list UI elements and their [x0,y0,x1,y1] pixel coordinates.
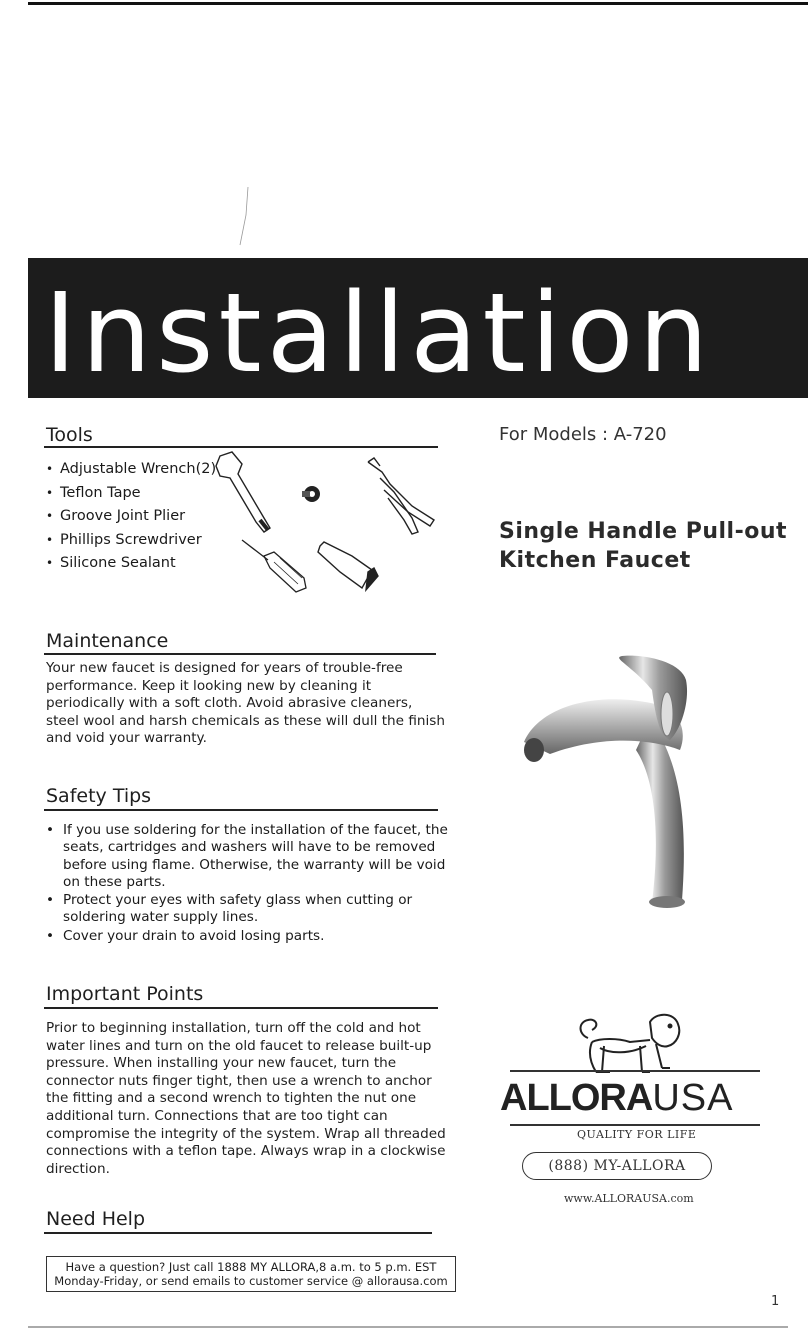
tools-list [46,458,216,576]
help-line-1: Have a question? Just call 1888 MY ALLORA,8 a.m. to 5 p.m. EST [65,1260,437,1274]
help-line-2: Monday-Friday, or send emails to customer service @ allorausa.com [54,1274,448,1288]
brand-website[interactable]: www.ALLORAUSA.com [564,1192,694,1205]
tools-illustration [212,448,444,598]
logo-line-bottom [510,1124,760,1126]
safety-heading: Safety Tips [46,785,152,807]
teflon-tape-icon [302,486,320,502]
screwdriver-icon [242,540,306,592]
top-rule [28,2,808,5]
bottom-rule [28,1326,788,1328]
product-title: Single Handle Pull-out Kitchen Faucet [499,519,787,573]
list-item: • Groove Joint Plier [46,508,186,525]
list-item: • Cover your drain to avoid losing parts. [46,927,325,944]
important-rule [44,1007,438,1009]
page-title: Installation [44,269,714,397]
plier-icon [368,458,434,534]
maintenance-text: Your new faucet is designed for years of trouble-free performance. Keep it looking new by cleaning it periodically with a soft cloth. Avoid abrasive cleaners, steel wool and harsh chemicals as these will dull the finish and void your warranty. [46,660,445,747]
safety-list [46,822,466,946]
wrench-icon [216,452,270,532]
list-item: • Phillips Screwdriver [46,531,202,548]
brand-logo: ALLORAUSA [500,1077,734,1119]
models-label: For Models : A-720 [499,424,667,445]
important-text: Prior to beginning installation, turn off the cold and hot water lines and turn on the old faucet to release built-up pressure. When installing your new faucet, turn the connector nuts finger tight, then use a wrench to anchor the fitting and a second wrench to tighten the nut one additional turn. Connections that are too tight can compromise the integrity of the system. Wrap all threaded connections with a teflon tape. Always wrap in a clockwise direction. [46,1020,446,1177]
brand-tagline: QUALITY FOR LIFE [577,1128,697,1141]
page-number: 1 [771,1294,780,1309]
maintenance-heading: Maintenance [46,630,169,652]
list-item: • Adjustable Wrench(2) [46,461,217,477]
maintenance-rule [44,653,436,655]
tools-heading: Tools [46,424,93,446]
faucet-photo [510,650,720,920]
logo-line-top [510,1070,760,1072]
list-item: • If you use soldering for the installation of the faucet, the seats, cartridges and washers will have to be removed before using flame. Otherwise, the warranty will be void on these parts. [46,822,448,890]
lion-logo-icon [570,1008,690,1078]
sealant-tube-icon [318,542,378,590]
important-heading: Important Points [46,983,204,1005]
help-heading: Need Help [46,1208,146,1230]
help-rule [44,1232,432,1234]
pencil-mark [230,185,260,255]
list-item: • Silicone Sealant [46,555,176,572]
help-box [46,1256,456,1292]
safety-rule [44,809,438,811]
list-item: • Teflon Tape [46,484,141,501]
brand-phone[interactable]: (888) MY-ALLORA [522,1152,712,1180]
list-item: • Protect your eyes with safety glass when cutting or soldering water supply lines. [46,892,413,926]
